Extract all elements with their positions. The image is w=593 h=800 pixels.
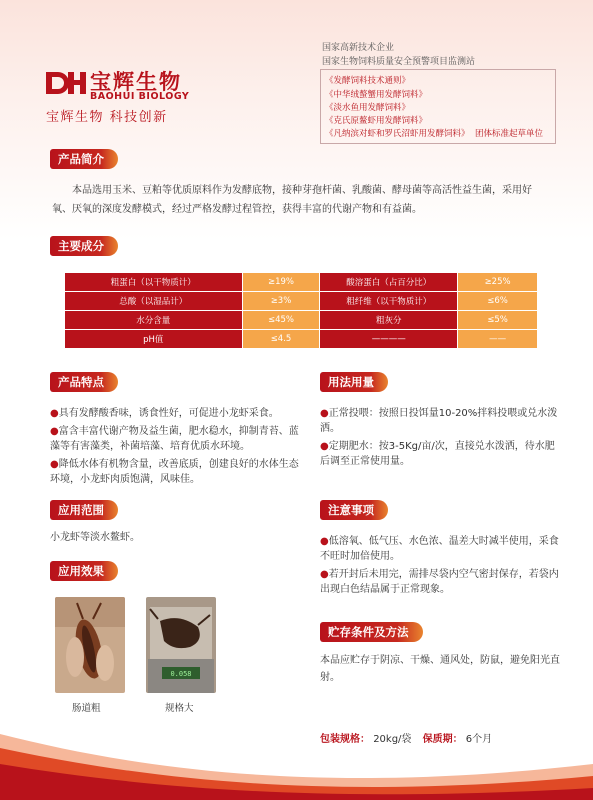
table-cell: ≥25% (458, 273, 538, 292)
footer-wave (0, 690, 593, 800)
table-cell: ≤5% (458, 311, 538, 330)
table-cell: 粗蛋白（以干物质计） (65, 273, 243, 292)
table-cell: 水分含量 (65, 311, 243, 330)
table-cell: ≤4.5 (242, 330, 320, 349)
standard-item: 《淡水鱼用发酵饲料》 (325, 103, 411, 113)
svg-text:0.058: 0.058 (170, 670, 192, 678)
slogan: 宝辉生物 科技创新 (46, 110, 168, 125)
notes-list (320, 534, 560, 597)
standard-item: 《发酵饲料技术通则》 (325, 76, 411, 86)
crayfish-intestine-photo (55, 597, 125, 693)
table-cell: ≤6% (458, 292, 538, 311)
scope-text: 小龙虾等淡水鳌虾。 (50, 532, 140, 543)
intro-text: 本品选用玉米、豆粕等优质原料作为发酵底物，接种芽孢杆菌、乳酸菌、酵母菌等高活性益生菌，采用好氧、厌氧的深度发酵模式，经过严格发酵过程管控，获得丰富的代谢产物和有益菌。 (52, 185, 532, 215)
pack-label: 包装规格： (320, 734, 370, 745)
table-row (65, 292, 538, 311)
package-info (320, 730, 492, 745)
section-title-usage: 用法用量 (320, 372, 388, 392)
list-item: ●降低水体有机物含量，改善底质，创建良好的水体生态环境，小龙虾肉质饱满，风味佳。 (50, 459, 299, 485)
table-cell: 总酸（以湿品计） (65, 292, 243, 311)
section-title-intro: 产品简介 (50, 149, 118, 169)
table-cell: 酸溶蛋白（占百分比） (320, 273, 458, 292)
shelf-life-value: 6个月 (465, 734, 493, 745)
table-cell: —— (458, 330, 538, 349)
table-cell: ———— (320, 330, 458, 349)
section-title-notes: 注意事项 (320, 500, 388, 520)
standards-note: 团体标准起草单位 (475, 129, 544, 139)
section-title-storage: 贮存条件及方法 (320, 622, 423, 642)
table-cell: pH值 (65, 330, 243, 349)
brand-name: 宝辉生物 (90, 70, 182, 94)
usage-list (320, 406, 560, 469)
list-item: ●富含丰富代谢产物及益生菌，肥水稳水，抑制青苔、蓝藻等有害藻类，补菌培藻、培育优质水环境。 (50, 426, 299, 452)
photo-caption: 规格大 (165, 703, 194, 714)
composition-table (64, 272, 538, 349)
table-row (65, 311, 538, 330)
table-cell: 粗纤维（以干物质计） (320, 292, 458, 311)
section-title-features: 产品特点 (50, 372, 118, 392)
crayfish-scale-photo (146, 597, 216, 693)
storage-text: 本品应贮存于阴凉、干燥、通风处，防鼠，避免阳光直射。 (320, 655, 560, 683)
cert-line-2: 国家生物饲料质量安全预警项目监测站 (322, 57, 476, 67)
table-cell: ≤45% (242, 311, 320, 330)
table-row (65, 330, 538, 349)
features-list (50, 406, 302, 487)
list-item: ●定期肥水：按3-5Kg/亩/次，直接兑水泼洒，待水肥后调至正常使用量。 (320, 441, 555, 467)
section-title-effects: 应用效果 (50, 561, 118, 581)
brand-name-en: BAOHUI BIOLOGY (90, 91, 190, 102)
baohui-logo-icon (46, 70, 86, 96)
table-cell: ≥19% (242, 273, 320, 292)
table-cell: 粗灰分 (320, 311, 458, 330)
standard-item: 《凡纳滨对虾和罗氏沼虾用发酵饲料》 (325, 129, 470, 139)
standard-item: 《克氏原鳌虾用发酵饲料》 (325, 116, 428, 126)
section-title-composition: 主要成分 (50, 236, 118, 256)
table-row (65, 273, 538, 292)
list-item: ●低溶氧、低气压、水色浓、温差大时减半使用，采食不旺时加倍使用。 (320, 536, 559, 562)
section-title-scope: 应用范围 (50, 500, 118, 520)
photo-caption: 肠道粗 (72, 703, 101, 714)
shelf-life-label: 保质期： (422, 734, 463, 745)
list-item: ●若开封后未用完，需排尽袋内空气密封保存，若袋内出现白色结晶属于正常现象。 (320, 569, 559, 595)
list-item: ●正常投喂：按照日投饵量10-20%拌料投喂或兑水泼洒。 (320, 408, 558, 434)
pack-value: 20kg/袋 (373, 734, 412, 745)
table-cell: ≥3% (242, 292, 320, 311)
cert-line-1: 国家高新技术企业 (322, 43, 395, 53)
list-item: ●具有发酵酸香味，诱食性好，可促进小龙虾采食。 (50, 408, 279, 419)
standard-item: 《中华绒螯蟹用发酵饲料》 (325, 90, 428, 100)
